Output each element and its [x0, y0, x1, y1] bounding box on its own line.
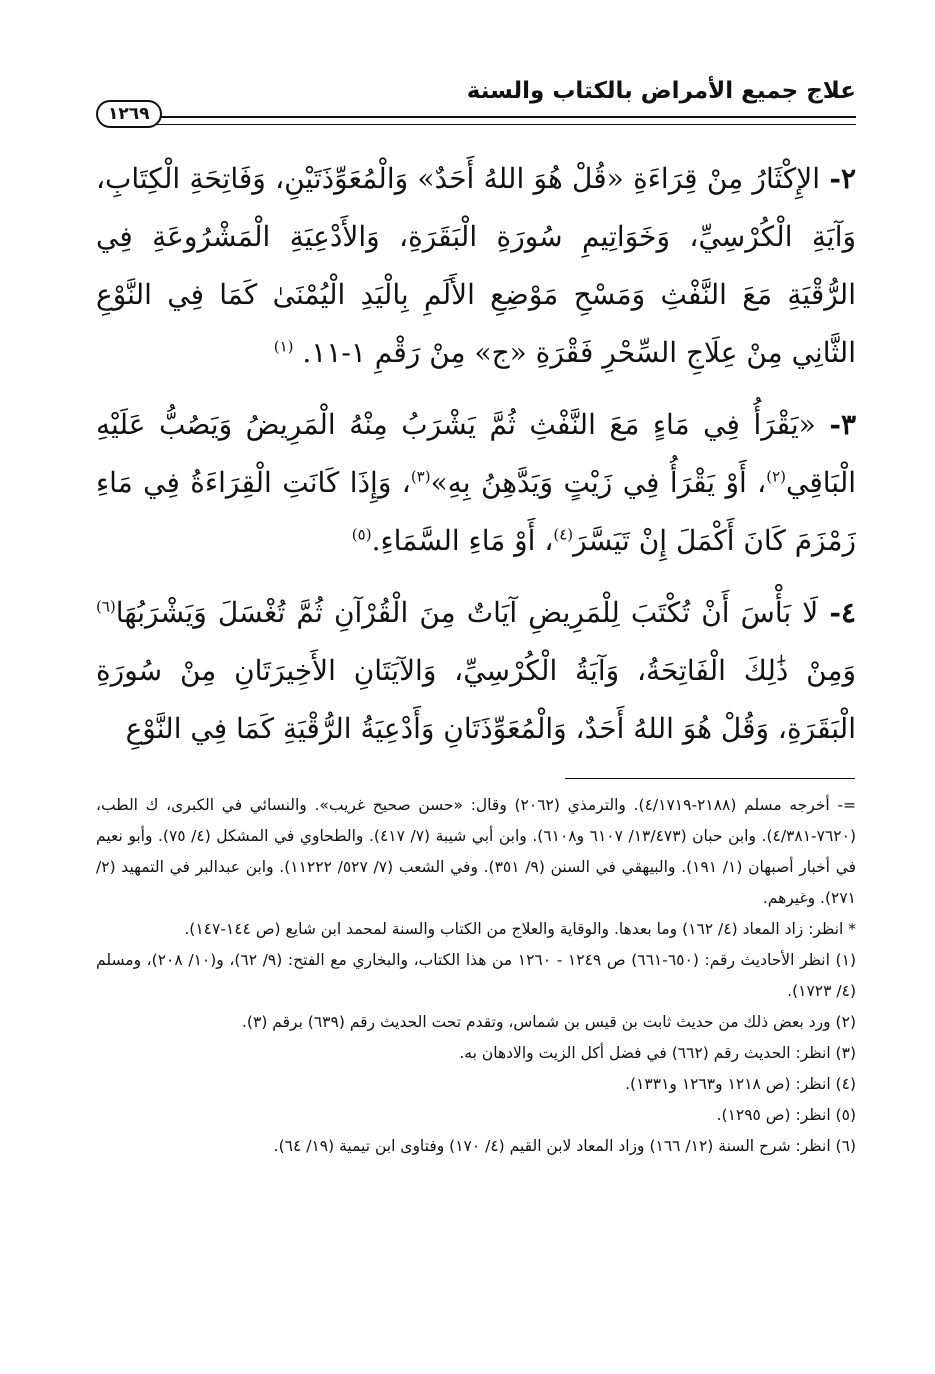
paragraph-text: «يَقْرَأُ فِي مَاءٍ مَعَ النَّفْثِ ثُمَّ يَشْرَبُ مِنْهُ الْمَرِيضُ وَيَصُبُّ عَلَيْهِ الْبَاقِي	[96, 408, 857, 499]
footnote-ref-1[interactable]: (١)	[273, 337, 294, 356]
footnote-separator	[565, 778, 855, 779]
running-title: علاج جميع الأمراض بالكتاب والسنة	[466, 78, 856, 104]
item-number: ٢-	[829, 162, 856, 195]
footnote-ref-5[interactable]: (٥)	[351, 525, 372, 544]
footnote-ref-4[interactable]: (٤)	[553, 525, 574, 544]
footnote-3: (٣) انظر: الحديث رقم (٦٦٢) في فضل أكل الزيت والادهان به.	[459, 1044, 856, 1062]
paragraph-text: لَا بَأْسَ أَنْ تُكْتَبَ لِلْمَرِيضِ آيَاتٌ مِنَ الْقُرْآنِ ثُمَّ تُغْسَلَ وَيَشْرَبُهَا	[115, 596, 819, 629]
footnote-6: (٦) انظر: شرح السنة (١٢/ ١٦٦) وزاد المعاد لابن القيم (٤/ ١٧٠) وفتاوى ابن تيمية (١٩/ ٦٤).	[273, 1137, 856, 1155]
paragraph-text: ، وَإِذَا كَانَتِ الْقِرَاءَةُ فِي مَاءِ زَمْزَمَ كَانَ أَكْمَلَ إِنْ تَيَسَّرَ	[96, 466, 856, 557]
paragraph-text: الإِكْثَارُ مِنْ قِرَاءَةِ «قُلْ هُوَ اللهُ أَحَدٌ» وَالْمُعَوِّذَتَيْنِ، وَفَاتِحَةِ الْكِتَابِ، وَآيَةِ الْكُرْسِيِّ، وَخَوَاتِيمِ سُورَةِ الْبَقَرَةِ، وَالأَدْعِيَةِ الْمَشْرُوعَةِ فِي الرُّقْيَةِ مَعَ النَّفْثِ وَمَسْحِ مَوْضِعِ الأَلَمِ بِالْيَدِ الْيُمْنَىٰ كَمَا فِي النَّوْعِ الثَّانِي مِنْ عِلَاجِ السِّحْرِ فَقْرَةِ «ج» مِنْ رَقْمِ ١-١١.	[96, 162, 856, 369]
footnote-continued: =- أخرجه مسلم (٢١٨٨-٤/١٧١٩). والترمذي (٢٠٦٢) وقال: «حسن صحيح غريب». والنسائي في الكبرى، ك الطب، (٧٦٢٠-٤/٣٨١). وابن حبان (١٣/٤٧٣/ ٦١٠٧ و٦١٠٨). وابن أبي شيبة (٧/ ٤١٧). والطحاوي في المشكل (٤/ ٧٥). وأبو نعيم في أخبار أصبهان (١/ ١٩١). والبيهقي في السنن (٩/ ٣٥١). وفي الشعب (٧/ ٥٢٧/ ١١٢٢٢). وابن عبدالبر في التمهيد (٢/ ٢٧١). وغيرهم.	[96, 796, 857, 907]
page-number: ١٢٦٩	[96, 100, 162, 128]
footnote-5: (٥) انظر: (ص ١٢٩٥).	[716, 1106, 856, 1124]
item-number: ٣-	[829, 408, 857, 441]
footnote-star: * انظر: زاد المعاد (٤/ ١٦٢) وما بعدها. والوقاية والعلاج من الكتاب والسنة لمحمد ابن شايع (ص ١٤٤-١٤٧).	[184, 920, 856, 938]
paragraph-4	[96, 584, 856, 758]
paragraph-2	[96, 150, 856, 382]
footnote-ref-2[interactable]: (٢)	[766, 467, 786, 486]
item-number: ٤-	[829, 596, 856, 629]
main-text	[96, 150, 856, 772]
page-header	[96, 78, 856, 134]
footnote-1: (١) انظر الأحاديث رقم: (٦٥٠-٦٦١) ص ١٢٤٩ - ١٢٦٠ من هذا الكتاب، والبخاري مع الفتح: (٩/ ٦٢)، و(١٠/ ٢٠٨)، ومسلم (٤/ ١٧٢٣).	[96, 951, 856, 1000]
footnote-ref-3[interactable]: (٣)	[410, 467, 431, 486]
footnote-4: (٤) انظر: (ص ١٢١٨ و١٢٦٣ و١٣٣١).	[625, 1075, 856, 1093]
paragraph-text: ، أَوْ مَاءِ السَّمَاءِ.	[371, 524, 554, 557]
footnotes	[96, 790, 856, 1162]
paragraph-text: وَمِنْ ذَٰلِكَ الْفَاتِحَةُ، وَآيَةُ الْكُرْسِيِّ، وَالآيَتَانِ الأَخِيرَتَانِ مِنْ سُورَةِ الْبَقَرَةِ، وَقُلْ هُوَ اللهُ أَحَدٌ، وَالْمُعَوِّذَتَانِ وَأَدْعِيَةُ الرُّقْيَةِ كَمَا فِي النَّوْعِ	[96, 654, 856, 745]
paragraph-text: ، أَوْ يَقْرَأُ فِي زَيْتٍ وَيَدَّهِنُ بِهِ»	[430, 466, 767, 499]
footnote-2: (٢) ورد بعض ذلك من حديث ثابت بن قيس بن شماس، وتقدم تحت الحديث رقم (٦٣٩) برقم (٣).	[242, 1013, 856, 1031]
footnote-ref-6[interactable]: (٦)	[96, 597, 116, 616]
header-rule	[156, 116, 856, 125]
paragraph-3	[96, 396, 856, 570]
